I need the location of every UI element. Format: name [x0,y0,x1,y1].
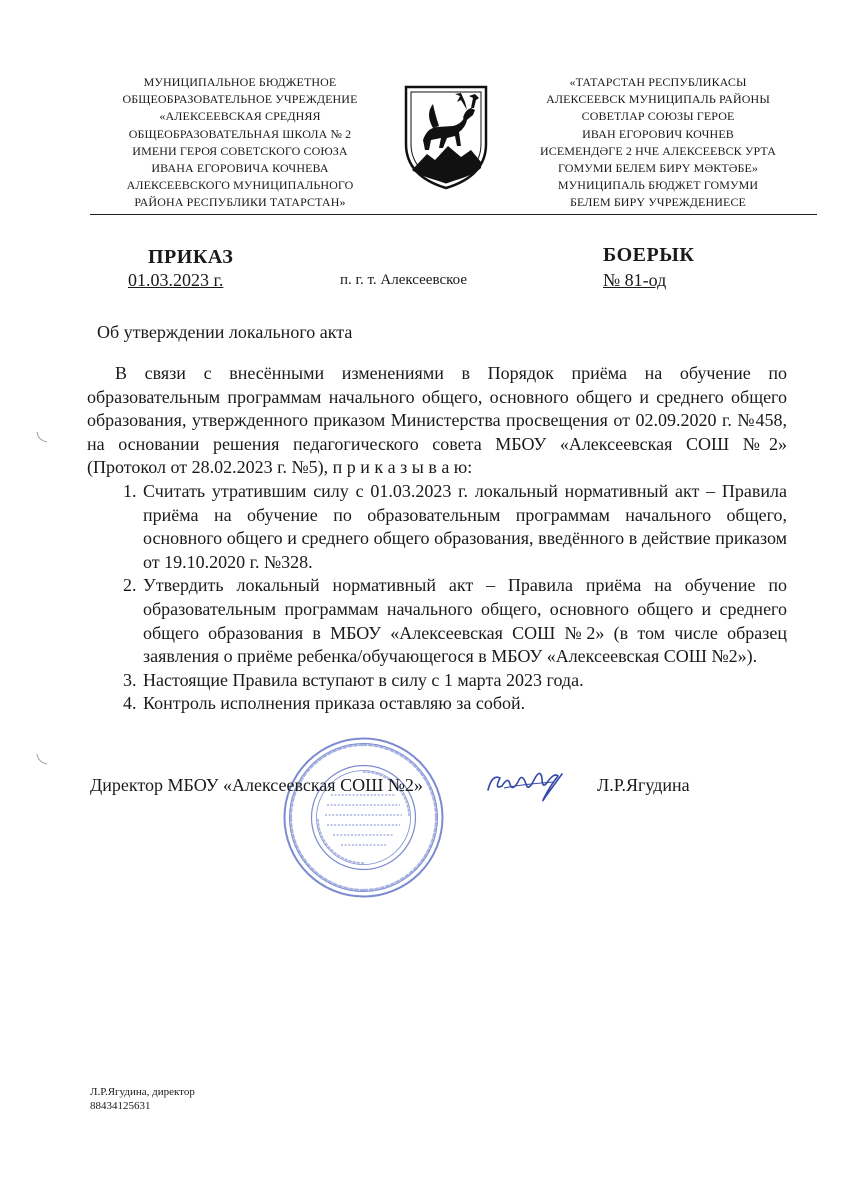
punch-hole-mark-icon [34,430,50,446]
order-item: 4. Контроль исполнения приказа оставляю за собой. [141,692,787,716]
header-left-line: ОБЩЕОБРАЗОВАТЕЛЬНОЕ УЧРЕЖДЕНИЕ [122,92,358,107]
order-place: п. г. т. Алексеевское [340,272,467,288]
header-left-line: ОБЩЕОБРАЗОВАТЕЛЬНАЯ ШКОЛА № 2 [128,126,352,141]
signer-position: Директор МБОУ «Алексеевская СОШ №2» [90,775,423,795]
header-right-line: СОВЕТЛАР СОЮЗЫ ГЕРОЕ [581,109,735,124]
round-official-stamp-icon [281,735,446,900]
header-right-block [508,74,808,212]
header-right-line: АЛЕКСЕЕВСК МУНИЦИПАЛЬ РАЙОНЫ [546,92,770,107]
header-left-line: РАЙОНА РЕСПУБЛИКИ ТАТАРСТАН» [134,195,346,210]
order-number: № 81-од [603,270,667,290]
header-right-line: МУНИЦИПАЛЬ БЮДЖЕТ ГОМУМИ [557,178,759,193]
header-left-line: ИМЕНИ ГЕРОЯ СОВЕТСКОГО СОЮЗА [132,143,348,158]
handwritten-signature-icon [484,764,566,806]
signer-name: Л.Р.Ягудина [597,775,690,795]
order-item: 3. Настоящие Правила вступают в силу с 1 марта 2023 года. [141,669,787,693]
footer-executor: Л.Р.Ягудина, директор [90,1086,195,1098]
header-right-line: БЕЛЕМ БИРҮ УЧРЕЖДЕНИЕСЕ [570,195,746,210]
header-left-line: АЛЕКСЕЕВСКОГО МУНИЦИПАЛЬНОГО [126,178,354,193]
order-title-ru: ПРИКАЗ [148,246,234,268]
header-right-line: ИСЕМЕНДӘГЕ 2 НЧЕ АЛЕКСЕЕВСК УРТА [539,143,776,158]
order-subject: Об утверждении локального акта [97,322,353,342]
footer-phone: 88434125631 [90,1100,151,1112]
order-items-list [87,480,787,716]
header-left-block [95,74,385,212]
header-divider [90,214,817,215]
header-right-line: ГОМУМИ БЕЛЕМ БИРҮ МӘКТӘБЕ» [557,161,759,176]
header-left-line: ИВАНА ЕГОРОВИЧА КОЧНЕВА [151,161,329,176]
header-left-line: «АЛЕКСЕЕВСКАЯ СРЕДНЯЯ [159,109,321,124]
order-body [87,362,787,716]
header-right-line: ИВАН ЕГОРОВИЧ КОЧНЕВ [582,126,734,141]
order-date: 01.03.2023 г. [128,270,224,290]
body-intro: В связи с внесёнными изменениями в Порядок приёма на обучение по образовательным программам начального общего, основного общего и среднего общего образования, утвержденного приказом Министерства просвещения от 02.09.2020 г. №458, на основании решения педагогического совета МБОУ «Алексеевская СОШ №2» (Протокол от 28.02.2023 г. №5), п р и к а з ы в а ю: [87,363,787,478]
header-left-line: МУНИЦИПАЛЬНОЕ БЮДЖЕТНОЕ [143,75,337,89]
order-item: 1. Считать утратившим силу с 01.03.2023 г. локальный нормативный акт – Правила приёма на обучение по образовательным программам начального общего, основного общего и среднего общего образования, введённого в действие приказом от 19.10.2020 г. №328. [141,480,787,574]
footer-contact [90,1085,195,1113]
header-right-line: «ТАТАРСТАН РЕСПУБЛИКАСЫ [569,75,747,89]
coat-of-arms-elk-icon [403,84,489,190]
order-item: 2. Утвердить локальный нормативный акт – Правила приёма на обучение по образовательным программам начального общего, основного общего и среднего общего образования в МБОУ «Алексеевская СОШ №2» (в том числе образец заявления о приёме ребенка/обучающегося в МБОУ «Алексеевская СОШ №2»). [141,574,787,668]
punch-hole-mark-icon [34,752,50,768]
order-title-tt: БОЕРЫК [603,244,695,266]
